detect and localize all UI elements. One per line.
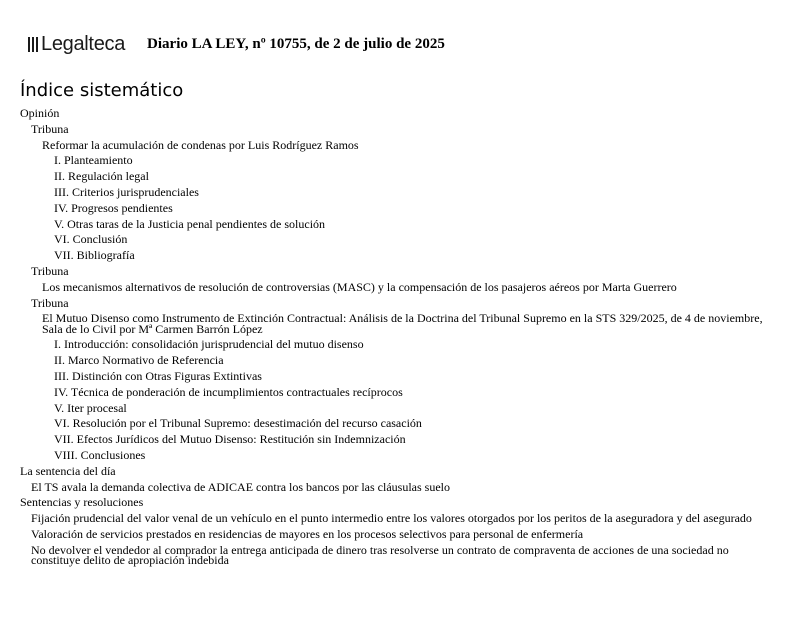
toc-item-link[interactable]: El TS avala la demanda colectiva de ADICAE contra los bancos por las cláusulas suelo — [31, 479, 450, 494]
toc-section-sentencia-del-dia[interactable]: La sentencia del día — [20, 463, 116, 478]
legalteca-logo[interactable] — [28, 33, 125, 56]
toc-section-sentencias-resoluciones[interactable]: Sentencias y resoluciones — [20, 495, 144, 510]
toc-article-section[interactable]: VIII. Conclusiones — [54, 447, 146, 462]
toc-subsection-tribuna[interactable]: Tribuna — [31, 295, 69, 310]
toc-subsection-tribuna[interactable]: Tribuna — [31, 263, 69, 278]
logo-text: Legalteca — [41, 32, 126, 55]
toc-item-link[interactable]: Fijación prudencial del valor venal de un vehículo en el punto intermedio entre los valores otorgados por los peritos de la aseguradora y del asegurado — [31, 511, 752, 526]
toc-article-section[interactable]: III. Criterios jurisprudenciales — [54, 184, 199, 199]
table-of-contents — [20, 106, 772, 569]
toc-item-link[interactable]: Valoración de servicios prestados en residencias de mayores en los procesos selectivos para personal de enfermería — [31, 526, 584, 541]
toc-article-section[interactable]: V. Otras taras de la Justicia penal pendientes de solución — [54, 216, 326, 231]
toc-article-link[interactable]: El Mutuo Disenso como Instrumento de Extinción Contractual: Análisis de la Doctrina del Tribunal Supremo en la STS 329/2025, de 4 de noviembre, Sala de lo Civil por Mª Carmen Barrón López — [42, 311, 763, 336]
toc-article-section[interactable]: IV. Progresos pendientes — [54, 200, 173, 215]
toc-article-section[interactable]: I. Planteamiento — [54, 153, 133, 168]
toc-item-link[interactable]: No devolver el vendedor al comprador la entrega anticipada de dinero tras resolverse un contrato de compraventa de acciones de una sociedad no constituye delito de apropiación indebida — [31, 542, 729, 568]
page-header — [28, 30, 445, 58]
toc-article-section[interactable]: VI. Conclusión — [54, 232, 128, 247]
logo-bars-icon — [28, 37, 38, 52]
toc-article-link[interactable]: Los mecanismos alternativos de resolución de controversias (MASC) y la compensación de los pasajeros aéreos por Marta Guerrero — [42, 279, 677, 294]
toc-article-section[interactable]: II. Marco Normativo de Referencia — [54, 353, 224, 368]
toc-article-section[interactable]: IV. Técnica de ponderación de incumplimientos contractuales recíprocos — [54, 384, 403, 399]
issue-label: Diario LA LEY, nº 10755, de 2 de julio de 2025 — [147, 35, 445, 52]
toc-article-section[interactable]: VII. Efectos Jurídicos del Mutuo Disenso: Restitución sin Indemnización — [54, 432, 406, 447]
toc-article-link[interactable]: Reformar la acumulación de condenas por Luis Rodríguez Ramos — [42, 137, 359, 152]
toc-article-section[interactable]: VI. Resolución por el Tribunal Supremo: desestimación del recurso casación — [54, 416, 422, 431]
toc-article-section[interactable]: II. Regulación legal — [54, 169, 149, 184]
toc-article-section[interactable]: I. Introducción: consolidación jurisprudencial del mutuo disenso — [54, 337, 364, 352]
toc-article-section[interactable]: V. Iter procesal — [54, 400, 127, 415]
toc-subsection-tribuna[interactable]: Tribuna — [31, 121, 69, 136]
toc-article-section[interactable]: III. Distinción con Otras Figuras Extintivas — [54, 368, 262, 383]
toc-article-section[interactable]: VII. Bibliografía — [54, 248, 135, 263]
page-title: Índice sistemático — [20, 80, 184, 101]
toc-section-opinion[interactable]: Opinión — [20, 106, 60, 120]
